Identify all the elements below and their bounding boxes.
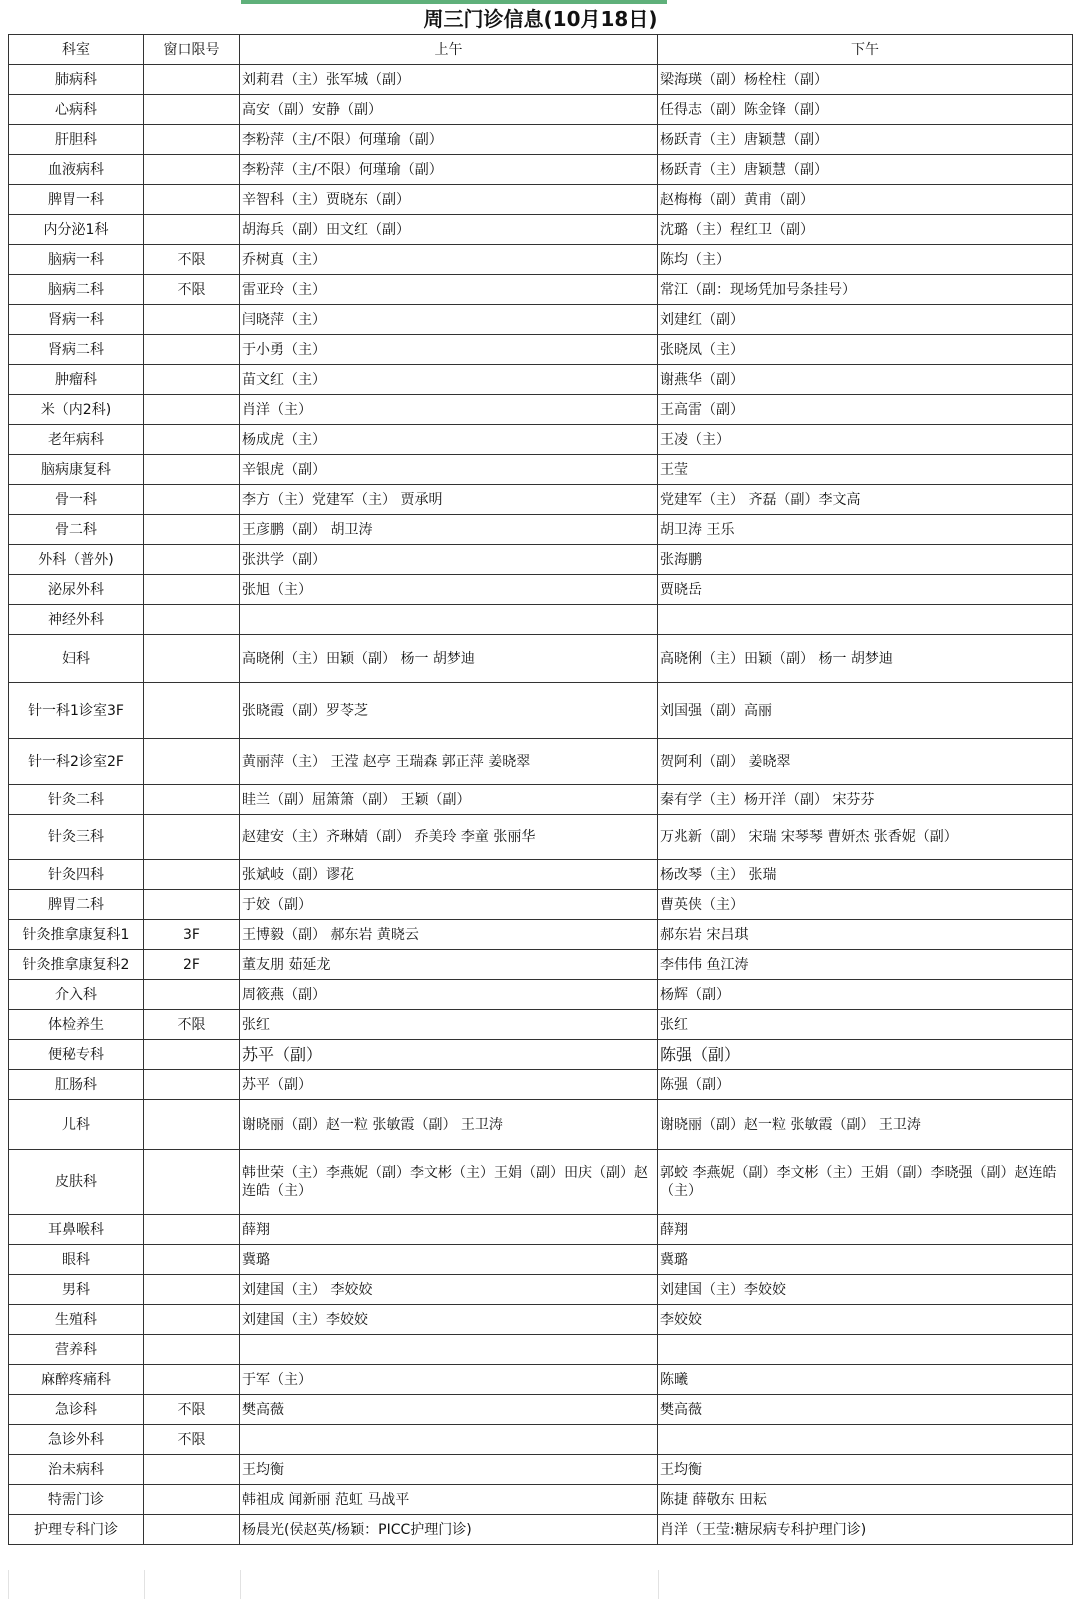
limit-cell[interactable] bbox=[144, 860, 240, 890]
header-row bbox=[9, 35, 1073, 65]
limit-cell[interactable] bbox=[144, 95, 240, 125]
afternoon-cell[interactable]: 杨跃青（主）唐颖慧（副） bbox=[658, 155, 1073, 185]
sheet-gridline bbox=[144, 1570, 145, 1599]
morning-cell[interactable]: 李粉萍（主/不限）何瑾瑜（副） bbox=[240, 155, 658, 185]
table-row bbox=[9, 860, 1073, 890]
morning-cell[interactable]: 赵建安（主）齐琳婧（副） 乔美玲 李童 张丽华 bbox=[240, 815, 658, 860]
limit-cell[interactable] bbox=[144, 485, 240, 515]
afternoon-cell[interactable]: 张晓凤（主） bbox=[658, 335, 1073, 365]
table-row bbox=[9, 365, 1073, 395]
table-row bbox=[9, 785, 1073, 815]
clinic-schedule-table bbox=[8, 4, 1073, 1545]
morning-cell[interactable]: 辛银虎（副） bbox=[240, 455, 658, 485]
afternoon-cell[interactable]: 胡卫涛 王乐 bbox=[658, 515, 1073, 545]
limit-cell[interactable] bbox=[144, 815, 240, 860]
dept-cell[interactable]: 泌尿外科 bbox=[9, 575, 144, 605]
dept-cell[interactable]: 针灸三科 bbox=[9, 815, 144, 860]
sheet-gridline bbox=[8, 1570, 9, 1599]
page-title: 周三门诊信息(10月18日) bbox=[9, 4, 1073, 35]
morning-cell[interactable]: 辛智科（主）贾晓东（副） bbox=[240, 185, 658, 215]
header-dept[interactable]: 科室 bbox=[9, 35, 144, 65]
morning-cell[interactable]: 王彦鹏（副） 胡卫涛 bbox=[240, 515, 658, 545]
limit-cell[interactable] bbox=[144, 739, 240, 785]
table-row bbox=[9, 1040, 1073, 1070]
limit-cell[interactable] bbox=[144, 1070, 240, 1100]
afternoon-cell[interactable]: 薛翔 bbox=[658, 1215, 1073, 1245]
table-row bbox=[9, 395, 1073, 425]
table-row bbox=[9, 455, 1073, 485]
limit-cell[interactable] bbox=[144, 635, 240, 683]
table-row bbox=[9, 1515, 1073, 1545]
afternoon-cell[interactable]: 张海鹏 bbox=[658, 545, 1073, 575]
dept-cell[interactable]: 肾病一科 bbox=[9, 305, 144, 335]
table-row bbox=[9, 950, 1073, 980]
afternoon-cell[interactable]: 冀璐 bbox=[658, 1245, 1073, 1275]
table-row bbox=[9, 1150, 1073, 1215]
dept-cell[interactable]: 血液病科 bbox=[9, 155, 144, 185]
dept-cell[interactable]: 皮肤科 bbox=[9, 1150, 144, 1215]
table-row bbox=[9, 683, 1073, 739]
dept-cell[interactable]: 脑病一科 bbox=[9, 245, 144, 275]
morning-cell[interactable]: 李粉萍（主/不限）何瑾瑜（副） bbox=[240, 125, 658, 155]
dept-cell[interactable]: 耳鼻喉科 bbox=[9, 1215, 144, 1245]
morning-cell[interactable]: 高安（副）安静（副） bbox=[240, 95, 658, 125]
afternoon-cell[interactable]: 沈璐（主）程红卫（副） bbox=[658, 215, 1073, 245]
afternoon-cell[interactable] bbox=[658, 1425, 1073, 1455]
afternoon-cell[interactable]: 杨跃青（主）唐颖慧（副） bbox=[658, 125, 1073, 155]
limit-cell[interactable] bbox=[144, 515, 240, 545]
afternoon-cell[interactable]: 赵梅梅（副）黄甫（副） bbox=[658, 185, 1073, 215]
morning-cell[interactable] bbox=[240, 605, 658, 635]
dept-cell[interactable]: 眼科 bbox=[9, 1245, 144, 1275]
dept-cell[interactable]: 急诊外科 bbox=[9, 1425, 144, 1455]
morning-cell[interactable]: 韩世荣（主）李燕妮（副）李文彬（主）王娟（副）田庆（副）赵连皓（主） bbox=[240, 1150, 658, 1215]
afternoon-cell[interactable] bbox=[658, 1335, 1073, 1365]
dept-cell[interactable]: 针灸推拿康复科1 bbox=[9, 920, 144, 950]
afternoon-cell[interactable]: 杨辉（副） bbox=[658, 980, 1073, 1010]
table-row bbox=[9, 920, 1073, 950]
dept-cell[interactable]: 外科（普外) bbox=[9, 545, 144, 575]
afternoon-cell[interactable]: 刘建国（主）李姣姣 bbox=[658, 1275, 1073, 1305]
limit-cell[interactable] bbox=[144, 1040, 240, 1070]
limit-cell[interactable] bbox=[144, 215, 240, 245]
morning-cell[interactable]: 王均衡 bbox=[240, 1455, 658, 1485]
table-row bbox=[9, 155, 1073, 185]
table-row bbox=[9, 575, 1073, 605]
limit-cell[interactable] bbox=[144, 65, 240, 95]
table-row bbox=[9, 1070, 1073, 1100]
header-pm[interactable]: 下午 bbox=[658, 35, 1073, 65]
limit-cell[interactable] bbox=[144, 1485, 240, 1515]
limit-cell[interactable]: 不限 bbox=[144, 1395, 240, 1425]
dept-cell[interactable]: 脑病二科 bbox=[9, 275, 144, 305]
limit-cell[interactable] bbox=[144, 1245, 240, 1275]
morning-cell[interactable]: 王博毅（副） 郝东岩 黄晓云 bbox=[240, 920, 658, 950]
dept-cell[interactable]: 针灸二科 bbox=[9, 785, 144, 815]
table-row bbox=[9, 275, 1073, 305]
dept-cell[interactable]: 麻醉疼痛科 bbox=[9, 1365, 144, 1395]
table-row bbox=[9, 485, 1073, 515]
table-row bbox=[9, 1425, 1073, 1455]
dept-cell[interactable]: 脾胃二科 bbox=[9, 890, 144, 920]
morning-cell[interactable]: 周筱燕（副） bbox=[240, 980, 658, 1010]
table-row bbox=[9, 1245, 1073, 1275]
dept-cell[interactable]: 妇科 bbox=[9, 635, 144, 683]
table-row bbox=[9, 515, 1073, 545]
dept-cell[interactable]: 针灸四科 bbox=[9, 860, 144, 890]
afternoon-cell[interactable]: 陈均（主） bbox=[658, 245, 1073, 275]
table-row bbox=[9, 545, 1073, 575]
table-row bbox=[9, 1010, 1073, 1040]
dept-cell[interactable]: 便秘专科 bbox=[9, 1040, 144, 1070]
morning-cell[interactable]: 闫晓萍（主） bbox=[240, 305, 658, 335]
afternoon-cell[interactable]: 郭蛟 李燕妮（副）李文彬（主）王娟（副）李晓强（副）赵连皓（主） bbox=[658, 1150, 1073, 1215]
table-row bbox=[9, 305, 1073, 335]
dept-cell[interactable]: 老年病科 bbox=[9, 425, 144, 455]
table-row bbox=[9, 605, 1073, 635]
dept-cell[interactable]: 脾胃一科 bbox=[9, 185, 144, 215]
afternoon-cell[interactable]: 谢燕华（副） bbox=[658, 365, 1073, 395]
afternoon-cell[interactable]: 张红 bbox=[658, 1010, 1073, 1040]
dept-cell[interactable]: 针一科1诊室3F bbox=[9, 683, 144, 739]
table-row bbox=[9, 425, 1073, 455]
dept-cell[interactable]: 男科 bbox=[9, 1275, 144, 1305]
limit-cell[interactable] bbox=[144, 1150, 240, 1215]
limit-cell[interactable] bbox=[144, 1515, 240, 1545]
morning-cell[interactable]: 董友朋 茹延龙 bbox=[240, 950, 658, 980]
limit-cell[interactable]: 不限 bbox=[144, 1425, 240, 1455]
afternoon-cell[interactable]: 郝东岩 宋吕琪 bbox=[658, 920, 1073, 950]
dept-cell[interactable]: 特需门诊 bbox=[9, 1485, 144, 1515]
afternoon-cell[interactable]: 王凌（主） bbox=[658, 425, 1073, 455]
table-row bbox=[9, 980, 1073, 1010]
dept-cell[interactable]: 神经外科 bbox=[9, 605, 144, 635]
morning-cell[interactable]: 眭兰（副）屈箫箫（副） 王颖（副） bbox=[240, 785, 658, 815]
morning-cell[interactable]: 苏平（副） bbox=[240, 1040, 658, 1070]
morning-cell[interactable]: 张斌岐（副）谬花 bbox=[240, 860, 658, 890]
afternoon-cell[interactable]: 曹英侠（主） bbox=[658, 890, 1073, 920]
table-row bbox=[9, 1100, 1073, 1150]
limit-cell[interactable]: 2F bbox=[144, 950, 240, 980]
limit-cell[interactable] bbox=[144, 395, 240, 425]
dept-cell[interactable]: 治未病科 bbox=[9, 1455, 144, 1485]
dept-cell[interactable]: 生殖科 bbox=[9, 1305, 144, 1335]
dept-cell[interactable]: 肝胆科 bbox=[9, 125, 144, 155]
table-row bbox=[9, 890, 1073, 920]
limit-cell[interactable] bbox=[144, 365, 240, 395]
table-row bbox=[9, 1455, 1073, 1485]
afternoon-cell[interactable]: 李伟伟 鱼江涛 bbox=[658, 950, 1073, 980]
morning-cell[interactable]: 冀璐 bbox=[240, 1245, 658, 1275]
morning-cell[interactable]: 于姣（副） bbox=[240, 890, 658, 920]
limit-cell[interactable] bbox=[144, 1275, 240, 1305]
sheet-gridline bbox=[658, 1570, 659, 1599]
limit-cell[interactable] bbox=[144, 1100, 240, 1150]
afternoon-cell[interactable]: 梁海瑛（副）杨栓柱（副） bbox=[658, 65, 1073, 95]
morning-cell[interactable] bbox=[240, 1335, 658, 1365]
limit-cell[interactable] bbox=[144, 185, 240, 215]
limit-cell[interactable] bbox=[144, 1455, 240, 1485]
limit-cell[interactable] bbox=[144, 683, 240, 739]
limit-cell[interactable] bbox=[144, 890, 240, 920]
limit-cell[interactable] bbox=[144, 605, 240, 635]
afternoon-cell[interactable]: 万兆新（副） 宋瑞 宋琴琴 曹妍杰 张香妮（副） bbox=[658, 815, 1073, 860]
limit-cell[interactable] bbox=[144, 425, 240, 455]
morning-cell[interactable]: 黄丽萍（主） 王滢 赵亭 王瑞森 郭正萍 姜晓翠 bbox=[240, 739, 658, 785]
morning-cell[interactable]: 刘建国（主）李姣姣 bbox=[240, 1305, 658, 1335]
morning-cell[interactable]: 樊高薇 bbox=[240, 1395, 658, 1425]
limit-cell[interactable]: 不限 bbox=[144, 1010, 240, 1040]
table-row bbox=[9, 1365, 1073, 1395]
sheet-gridline bbox=[240, 1570, 241, 1599]
limit-cell[interactable]: 不限 bbox=[144, 245, 240, 275]
limit-cell[interactable] bbox=[144, 980, 240, 1010]
dept-cell[interactable]: 针一科2诊室2F bbox=[9, 739, 144, 785]
limit-cell[interactable] bbox=[144, 1365, 240, 1395]
dept-cell[interactable]: 护理专科门诊 bbox=[9, 1515, 144, 1545]
afternoon-cell[interactable]: 刘国强（副）高丽 bbox=[658, 683, 1073, 739]
dept-cell[interactable]: 急诊科 bbox=[9, 1395, 144, 1425]
table-row bbox=[9, 335, 1073, 365]
dept-cell[interactable]: 骨二科 bbox=[9, 515, 144, 545]
table-row bbox=[9, 215, 1073, 245]
morning-cell[interactable]: 刘建国（主） 李姣姣 bbox=[240, 1275, 658, 1305]
table-row bbox=[9, 635, 1073, 683]
morning-cell[interactable]: 肖洋（主） bbox=[240, 395, 658, 425]
afternoon-cell[interactable]: 贺阿利（副） 姜晓翠 bbox=[658, 739, 1073, 785]
limit-cell[interactable] bbox=[144, 155, 240, 185]
dept-cell[interactable]: 营养科 bbox=[9, 1335, 144, 1365]
table-row bbox=[9, 1395, 1073, 1425]
limit-cell[interactable] bbox=[144, 305, 240, 335]
table-row bbox=[9, 739, 1073, 785]
limit-cell[interactable] bbox=[144, 1305, 240, 1335]
dept-cell[interactable]: 针灸推拿康复科2 bbox=[9, 950, 144, 980]
afternoon-cell[interactable]: 贾晓岳 bbox=[658, 575, 1073, 605]
dept-cell[interactable]: 儿科 bbox=[9, 1100, 144, 1150]
morning-cell[interactable]: 苗文红（主） bbox=[240, 365, 658, 395]
morning-cell[interactable]: 胡海兵（副）田文红（副） bbox=[240, 215, 658, 245]
dept-cell[interactable]: 脑病康复科 bbox=[9, 455, 144, 485]
dept-cell[interactable]: 肺病科 bbox=[9, 65, 144, 95]
dept-cell[interactable]: 体检养生 bbox=[9, 1010, 144, 1040]
morning-cell[interactable]: 高晓俐（主）田颖（副） 杨一 胡梦迪 bbox=[240, 635, 658, 683]
morning-cell[interactable]: 张洪学（副） bbox=[240, 545, 658, 575]
afternoon-cell[interactable]: 樊高薇 bbox=[658, 1395, 1073, 1425]
afternoon-cell[interactable]: 高晓俐（主）田颖（副） 杨一 胡梦迪 bbox=[658, 635, 1073, 683]
afternoon-cell[interactable]: 王莹 bbox=[658, 455, 1073, 485]
dept-cell[interactable]: 肛肠科 bbox=[9, 1070, 144, 1100]
afternoon-cell[interactable]: 陈捷 薛敬东 田耘 bbox=[658, 1485, 1073, 1515]
morning-cell[interactable]: 张红 bbox=[240, 1010, 658, 1040]
morning-cell[interactable]: 张晓霞（副）罗苓芝 bbox=[240, 683, 658, 739]
dept-cell[interactable]: 心病科 bbox=[9, 95, 144, 125]
title-row bbox=[9, 4, 1073, 35]
afternoon-cell[interactable]: 陈曦 bbox=[658, 1365, 1073, 1395]
morning-cell[interactable]: 薛翔 bbox=[240, 1215, 658, 1245]
dept-cell[interactable]: 肾病二科 bbox=[9, 335, 144, 365]
header-am[interactable]: 上午 bbox=[240, 35, 658, 65]
morning-cell[interactable]: 乔树真（主） bbox=[240, 245, 658, 275]
limit-cell[interactable] bbox=[144, 335, 240, 365]
table-row bbox=[9, 1305, 1073, 1335]
afternoon-cell[interactable] bbox=[658, 605, 1073, 635]
table-row bbox=[9, 1275, 1073, 1305]
limit-cell[interactable] bbox=[144, 785, 240, 815]
table-row bbox=[9, 185, 1073, 215]
afternoon-cell[interactable]: 王高雷（副） bbox=[658, 395, 1073, 425]
afternoon-cell[interactable]: 秦有学（主）杨开洋（副） 宋芬芬 bbox=[658, 785, 1073, 815]
header-limit[interactable]: 窗口限号 bbox=[144, 35, 240, 65]
table-row bbox=[9, 1485, 1073, 1515]
table-row bbox=[9, 125, 1073, 155]
dept-cell[interactable]: 介入科 bbox=[9, 980, 144, 1010]
afternoon-cell[interactable]: 谢晓丽（副）赵一粒 张敏霞（副） 王卫涛 bbox=[658, 1100, 1073, 1150]
morning-cell[interactable]: 张旭（主） bbox=[240, 575, 658, 605]
limit-cell[interactable]: 3F bbox=[144, 920, 240, 950]
table-row bbox=[9, 65, 1073, 95]
afternoon-cell[interactable]: 陈强（副） bbox=[658, 1070, 1073, 1100]
afternoon-cell[interactable]: 党建军（主） 齐磊（副）李文高 bbox=[658, 485, 1073, 515]
morning-cell[interactable]: 于军（主） bbox=[240, 1365, 658, 1395]
limit-cell[interactable] bbox=[144, 455, 240, 485]
afternoon-cell[interactable]: 刘建红（副） bbox=[658, 305, 1073, 335]
limit-cell[interactable]: 不限 bbox=[144, 275, 240, 305]
dept-cell[interactable]: 肿瘤科 bbox=[9, 365, 144, 395]
morning-cell[interactable]: 杨成虎（主） bbox=[240, 425, 658, 455]
limit-cell[interactable] bbox=[144, 1215, 240, 1245]
table-row bbox=[9, 1335, 1073, 1365]
morning-cell[interactable]: 杨晨光(侯赵英/杨颖：PICC护理门诊) bbox=[240, 1515, 658, 1545]
afternoon-cell[interactable]: 陈强（副） bbox=[658, 1040, 1073, 1070]
afternoon-cell[interactable]: 任得志（副）陈金锋（副） bbox=[658, 95, 1073, 125]
morning-cell[interactable]: 韩祖成 闻新丽 范虹 马战平 bbox=[240, 1485, 658, 1515]
morning-cell[interactable]: 苏平（副） bbox=[240, 1070, 658, 1100]
afternoon-cell[interactable]: 王均衡 bbox=[658, 1455, 1073, 1485]
afternoon-cell[interactable]: 李姣姣 bbox=[658, 1305, 1073, 1335]
morning-cell[interactable]: 刘莉君（主）张军城（副） bbox=[240, 65, 658, 95]
limit-cell[interactable] bbox=[144, 1335, 240, 1365]
afternoon-cell[interactable]: 肖洋（王莹:糖尿病专科护理门诊) bbox=[658, 1515, 1073, 1545]
limit-cell[interactable] bbox=[144, 125, 240, 155]
limit-cell[interactable] bbox=[144, 545, 240, 575]
dept-cell[interactable]: 米（内2科) bbox=[9, 395, 144, 425]
dept-cell[interactable]: 骨一科 bbox=[9, 485, 144, 515]
table-row bbox=[9, 95, 1073, 125]
morning-cell[interactable]: 李方（主）党建军（主） 贾承明 bbox=[240, 485, 658, 515]
afternoon-cell[interactable]: 常江（副：现场凭加号条挂号） bbox=[658, 275, 1073, 305]
table-row bbox=[9, 815, 1073, 860]
afternoon-cell[interactable]: 杨改琴（主） 张瑞 bbox=[658, 860, 1073, 890]
morning-cell[interactable] bbox=[240, 1425, 658, 1455]
morning-cell[interactable]: 雷亚玲（主） bbox=[240, 275, 658, 305]
morning-cell[interactable]: 于小勇（主） bbox=[240, 335, 658, 365]
dept-cell[interactable]: 内分泌1科 bbox=[9, 215, 144, 245]
table-row bbox=[9, 1215, 1073, 1245]
limit-cell[interactable] bbox=[144, 575, 240, 605]
table-row bbox=[9, 245, 1073, 275]
morning-cell[interactable]: 谢晓丽（副）赵一粒 张敏霞（副） 王卫涛 bbox=[240, 1100, 658, 1150]
